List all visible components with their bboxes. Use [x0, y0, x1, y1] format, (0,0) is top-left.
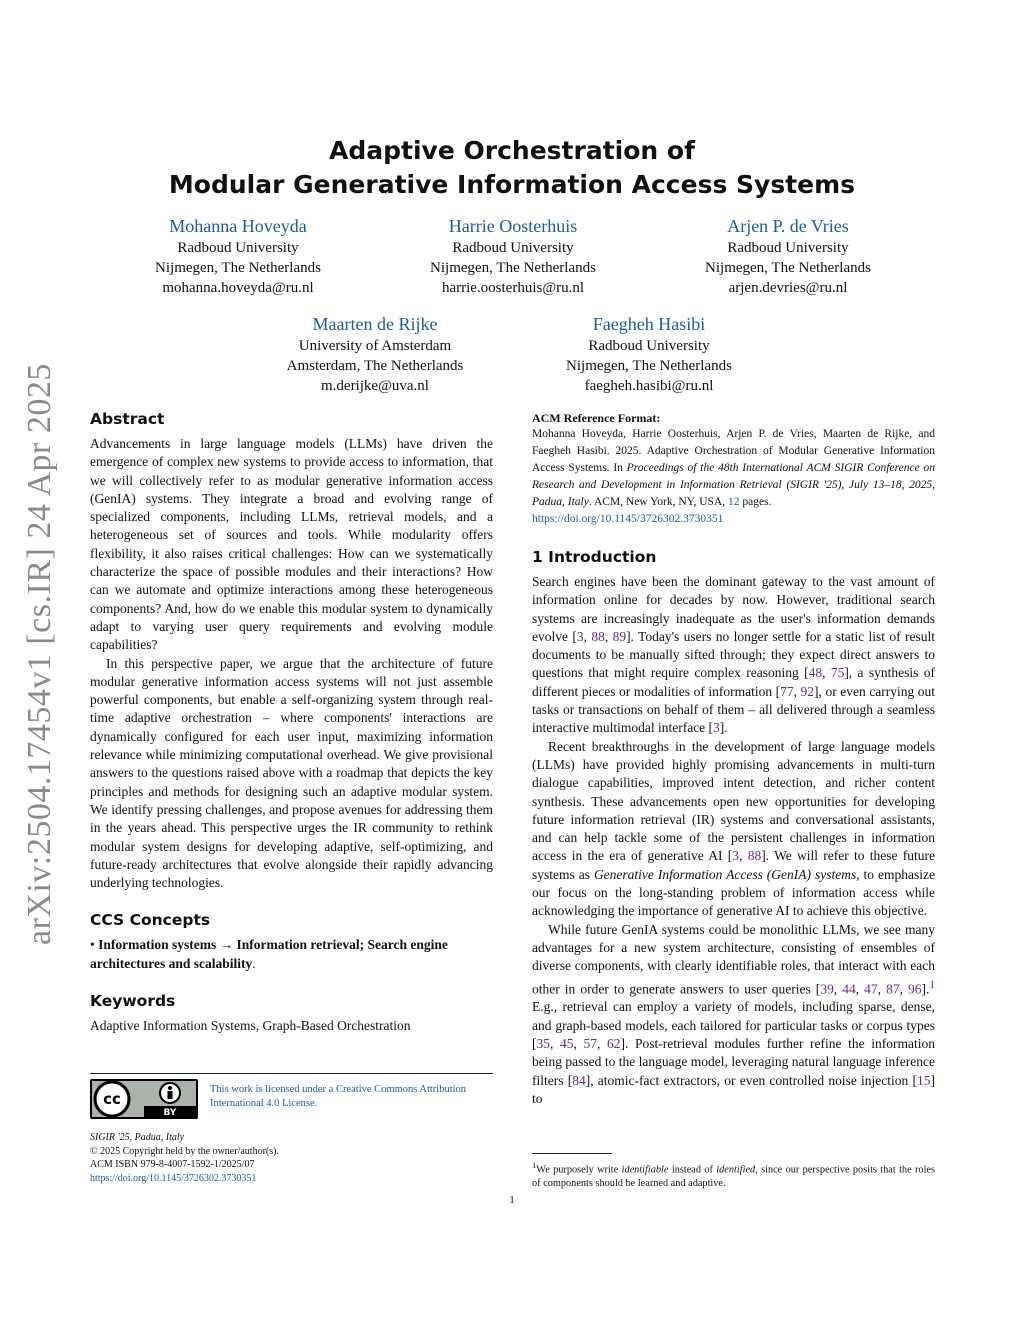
- author-email: arjen.devries@ru.nl: [728, 280, 848, 296]
- text-run: Recent breakthroughs in the development of large language models (LLMs) have provided highly promising advancements in multi-turn dialogue capabilities, improved intent detection, and richer content synthesis. These advancements open new opportunities for developing future information retrieval (IR) systems and conversational assistants, and can help tackle some of the persistent challenges in information access in the era of generative AI [: [532, 738, 935, 864]
- text-run: instead of: [668, 1164, 717, 1176]
- author-location: Nijmegen, The Netherlands: [430, 260, 596, 276]
- text-run: E.g., retrieval can employ a variety of models, including sparse, dense, and graph-based models, each tailored for particular tasks or corpus types [: [532, 999, 935, 1051]
- isbn: ACM ISBN 979-8-4007-1592-1/2025/07: [90, 1159, 255, 1170]
- venue: SIGIR '25, Padua, Italy: [90, 1132, 185, 1143]
- author-location: Amsterdam, The Netherlands: [286, 358, 464, 374]
- author-block: [108, 214, 368, 298]
- by-label: BY: [163, 1108, 177, 1118]
- left-column: [90, 408, 493, 1035]
- text-run: ], a synthesis of different pieces or modalities of information [: [532, 665, 935, 699]
- license-rule: [90, 1073, 493, 1074]
- intro-paragraph: While future GenIA systems could be monolithic LLMs, we see many advantages for a new system architecture, consisting of ensembles of diverse components, with clearly identifiable roles, that interact with each other in order to generate answers to user queries [39, 44, 47, 87, 96].$^1$ E.g., retrieval can employ a variety of models, including sparse, dense, and graph-based models, each tailored for particular tasks or corpus types [35, 45, 57, 62]. Post-retrieval modules further refine the information being passed to the language model, leveraging natural language inference filters [84], atomic-fact extractors, or even controlled noise injection [15] to: [532, 921, 936, 1106]
- ccs-end: .: [252, 955, 256, 971]
- text-run: We purposely write: [536, 1164, 622, 1176]
- text-run: ].: [719, 720, 728, 736]
- author-location: Nijmegen, The Netherlands: [155, 260, 321, 276]
- acm-reference-text: Mohanna Hoveyda, Harrie Oosterhuis, Arjen P. de Vries, Maarten de Rijke, and Faegheh Hasibi. 2025. Adaptive Orchestration of Modular Generative Information Access Systems. In: [532, 428, 935, 474]
- citation-link[interactable]: 87: [886, 981, 900, 997]
- citation-link[interactable]: 88: [747, 848, 762, 864]
- citation-link[interactable]: 3: [576, 628, 584, 644]
- author-block: [245, 312, 505, 396]
- ccs-bullet: •: [90, 937, 95, 953]
- ccs-item: Information systems: [98, 937, 217, 953]
- citation-link[interactable]: 15: [917, 1072, 931, 1088]
- author-affiliation: Radboud University: [588, 338, 710, 354]
- text-run: , to emphasize our focus on the long-standing problem of information access while acknowledging the importance of generative AI to achieve this objective.: [532, 866, 935, 919]
- author-email: mohanna.hoveyda@ru.nl: [162, 280, 314, 296]
- conference-meta: [90, 1131, 390, 1185]
- footnote-mark: 1: [532, 1160, 537, 1170]
- text-run: , since our perspective posits that the roles of components should be learned and adaptive.: [532, 1164, 936, 1190]
- author-affiliation: Radboud University: [727, 240, 849, 256]
- acm-reference: [532, 426, 935, 528]
- author-name[interactable]: Mohanna Hoveyda: [169, 216, 307, 236]
- acm-publisher: . ACM, New York, NY, USA,: [588, 496, 728, 508]
- author-affiliation: Radboud University: [177, 240, 299, 256]
- citation-link[interactable]: 44: [842, 981, 856, 997]
- emphasis: Generative Information Access (GenIA) systems: [593, 866, 857, 882]
- citation-link[interactable]: 57: [583, 1035, 597, 1051]
- author-email: m.derijke@uva.nl: [321, 378, 429, 394]
- keywords-text: Adaptive Information Systems, Graph-Based Orchestration: [90, 1018, 411, 1034]
- acm-doi-link[interactable]: https://doi.org/10.1145/3726302.3730351: [532, 513, 724, 525]
- arrow-icon: →: [219, 937, 234, 953]
- citation-link[interactable]: 84: [572, 1072, 586, 1088]
- author-email: faegheh.hasibi@ru.nl: [584, 378, 714, 394]
- arxiv-stamp: arXiv:2504.17454v1 [cs.IR] 24 Apr 2025: [21, 363, 58, 945]
- text-run: ]. Today's users no longer settle for a static list of result documents to be manually sifted through; they expect direct answers to questions that might require complex reasoning [: [532, 628, 936, 681]
- ccs-concepts: [90, 936, 493, 973]
- footnote-rule: [532, 1153, 612, 1154]
- citation-link[interactable]: 77: [780, 683, 794, 699]
- citation-link[interactable]: 88: [591, 628, 605, 644]
- author-block: [519, 312, 779, 396]
- text-run: ], or even carrying out tasks or transactions on behalf of them – all delivered through a seamless interactive multimodal interface [: [532, 683, 936, 736]
- abstract-heading: Abstract: [90, 410, 165, 428]
- license-link[interactable]: This work is licensed under a Creative Commons Attribution International 4.0 License.: [210, 1084, 467, 1109]
- acm-reference-heading: ACM Reference Format:: [532, 411, 661, 425]
- introduction-heading: 1 Introduction: [532, 548, 657, 566]
- page-number: 1: [509, 1194, 515, 1206]
- keywords-heading: Keywords: [90, 992, 176, 1011]
- author-name[interactable]: Arjen P. de Vries: [727, 216, 849, 236]
- author-email: harrie.oosterhuis@ru.nl: [441, 280, 585, 296]
- citation-link[interactable]: 39: [820, 981, 834, 997]
- citation-link[interactable]: 47: [864, 981, 878, 997]
- citation-link[interactable]: 48: [808, 665, 823, 681]
- author-affiliation: University of Amsterdam: [298, 338, 452, 354]
- author-name[interactable]: Maarten de Rijke: [312, 314, 438, 334]
- citation-link[interactable]: 89: [612, 628, 627, 644]
- author-name[interactable]: Faegheh Hasibi: [592, 314, 706, 334]
- title-line-2: Modular Generative Information Access Systems: [168, 170, 856, 199]
- text-run: Search engines have been the dominant gateway to the vast amount of information online for decades by now. However, traditional search systems are increasingly inadequate as the user's information demands evolve [: [532, 574, 935, 644]
- ccs-item: Information retrieval; Search engine architectures and scalability: [90, 937, 448, 971]
- title-line-1: Adaptive Orchestration of: [329, 136, 695, 165]
- emphasis: identifiable: [621, 1164, 669, 1176]
- citation-link[interactable]: 45: [560, 1035, 574, 1051]
- cc-label: cc: [103, 1090, 121, 1108]
- text-run: ].: [921, 981, 930, 997]
- citation-link[interactable]: 96: [908, 981, 922, 997]
- text-run: ]. We will refer to these future systems as: [532, 848, 936, 882]
- paper-title: [0, 134, 1024, 202]
- author-affiliation: Radboud University: [452, 240, 574, 256]
- acm-pages: pages.: [739, 496, 772, 508]
- footnote: [532, 1158, 935, 1191]
- author-name[interactable]: Harrie Oosterhuis: [448, 216, 578, 236]
- citation-link[interactable]: 35: [536, 1035, 550, 1051]
- citation-link[interactable]: 3: [732, 848, 740, 864]
- ccs-heading: CCS Concepts: [90, 911, 211, 930]
- author-block: [383, 214, 643, 298]
- abstract-paragraph: Advancements in large language models (LLMs) have driven the emergence of complex new systems to provide access to information, that we will collectively refer to as modular generative information access (GenIA) systems. They integrate a broad and evolving range of specialized components, including LLMs, retrieval models, and a heterogeneous set of sources and tools. While modularity offers flexibility, it also raises critical challenges: How can we systematically characterize the space of possible modules and their interactions? How can we automate and optimize interactions among these heterogeneous components? And, how do we enable this modular system to dynamically adapt to varying user query requirements and evolving module capabilities?: [90, 436, 493, 653]
- emphasis: identified: [716, 1164, 756, 1176]
- citation-link[interactable]: 62: [607, 1035, 621, 1051]
- abstract-paragraph: In this perspective paper, we argue that the architecture of future modular generative information access systems will not just assemble powerful components, but enable a self-organizing system through real-time adaptive orchestration – where components' interactions are dynamically configured for each user input, maximizing information relevance while minimizing computational overhead. We give provisional answers to the questions raised above with a roadmap that depicts the key principles and methods for designing such an adaptive modular system. We identify pressing challenges, and propose avenues for addressing them in the years ahead. This perspective urges the IR community to rethink modular system designs for developing adaptive, self-optimizing, and future-ready architectures that evolve alongside their rapidly advancing underlying technologies.: [90, 655, 493, 891]
- page-count-link[interactable]: 12: [727, 496, 740, 508]
- copyright: © 2025 Copyright held by the owner/author(s).: [90, 1145, 279, 1157]
- right-column: [532, 410, 935, 1108]
- license-box: [90, 1073, 493, 1118]
- text-run: ] to: [532, 1072, 935, 1106]
- text-run: ]. Post-retrieval modules further refine the information being passed to the language model, leveraging natural language inference filters [: [532, 1035, 936, 1088]
- text-run: While future GenIA systems could be monolithic LLMs, we see many advantages for a new system architecture, consisting of ensembles of diverse components, with clearly identifiable roles, that interact with each other in order to generate answers to user queries [: [532, 921, 935, 997]
- author-location: Nijmegen, The Netherlands: [705, 260, 871, 276]
- citation-link[interactable]: 3: [713, 720, 720, 736]
- author-block: [658, 214, 918, 298]
- intro-paragraph: Search engines have been the dominant gateway to the vast amount of information online for decades by now. However, traditional search systems are increasingly inadequate as the user's information demands evolve [3, 88, 89]. Today's users no longer settle for a static list of result documents to be manually sifted through; they expect direct answers to questions that might require complex reasoning [48, 75], a synthesis of different pieces or modalities of information [77, 92], or even carrying out tasks or transactions on behalf of them – all delivered through a seamless interactive multimodal interface [3].: [532, 574, 936, 736]
- cc-by-license-icon[interactable]: [90, 1079, 198, 1119]
- author-location: Nijmegen, The Netherlands: [566, 358, 732, 374]
- citation-link[interactable]: 92: [800, 683, 815, 699]
- doi-link[interactable]: https://doi.org/10.1145/3726302.3730351: [90, 1172, 257, 1184]
- intro-paragraph: Recent breakthroughs in the development of large language models (LLMs) have provided highly promising advancements in multi-turn dialogue capabilities, improved intent detection, and richer content synthesis. These advancements open new opportunities for developing future information retrieval (IR) systems and conversational assistants, and can help tackle some of the persistent challenges in information access in the era of generative AI [3, 88]. We will refer to these future systems as Generative Information Access (GenIA) systems, to emphasize our focus on the long-standing problem of information access while acknowledging the importance of generative AI to achieve this objective.: [532, 738, 936, 919]
- citation-link[interactable]: 75: [830, 665, 845, 681]
- text-run: ], atomic-fact extractors, or even controlled noise injection [: [585, 1072, 917, 1088]
- footnote-marker[interactable]: 1: [929, 978, 935, 991]
- acm-proceedings: Proceedings of the 48th International ACM SIGIR Conference on Research and Development in Information Retrieval (SIGIR '25), July 13–18, 2025, Padua, Italy: [532, 462, 935, 508]
